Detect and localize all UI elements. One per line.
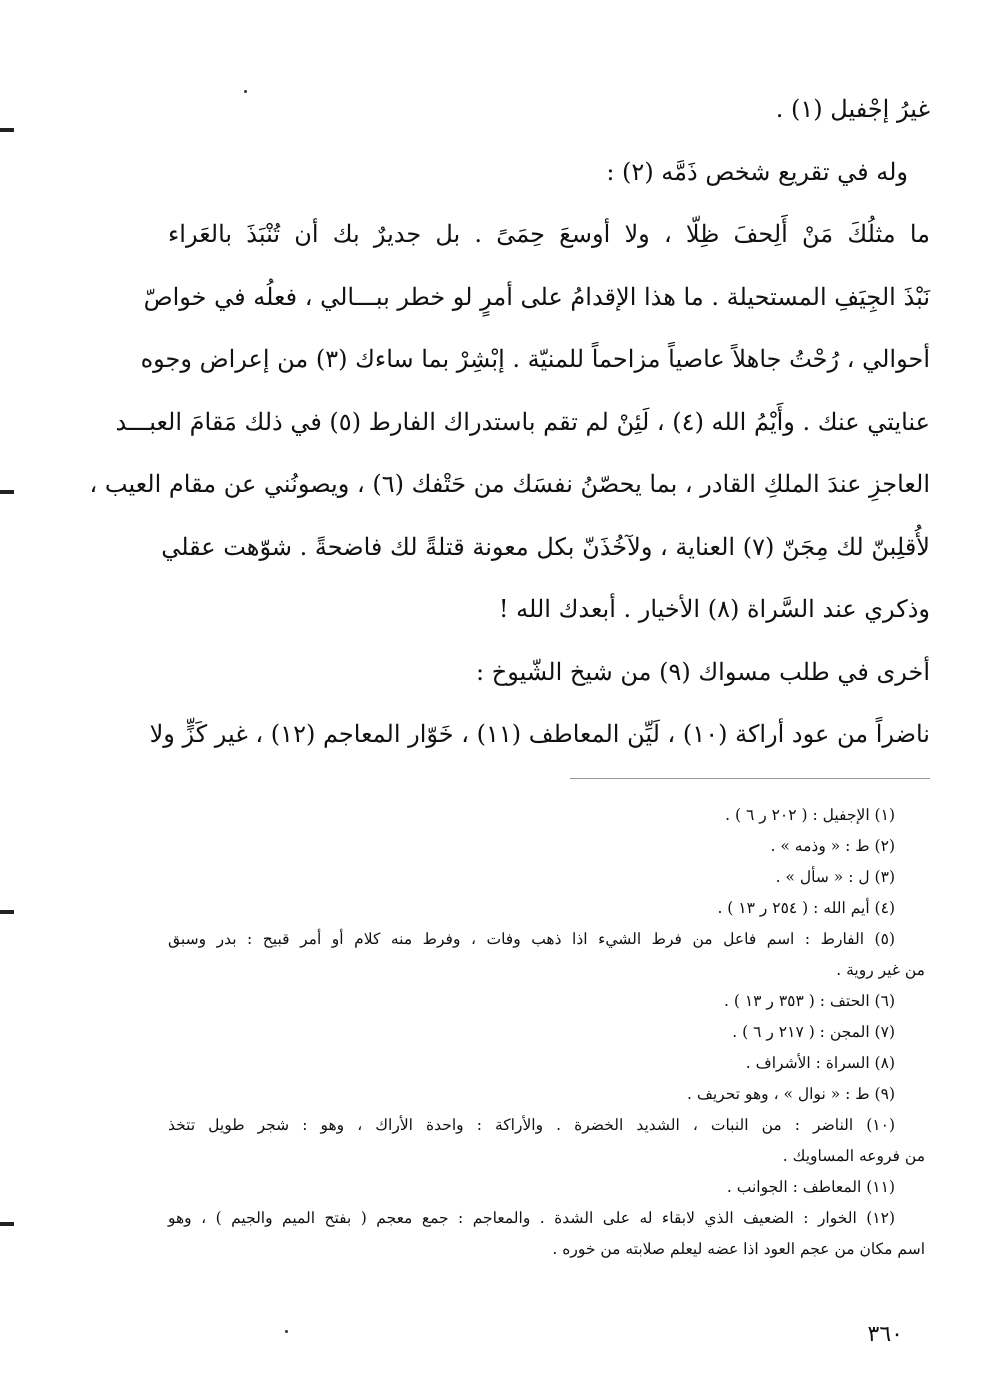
- footnote: (٧) المجن : ( ٢١٧ ر ٦ ) .: [732, 1023, 895, 1041]
- margin-mark: [0, 1222, 14, 1226]
- footnote: (٢) ط : « وذمه » .: [770, 837, 895, 855]
- page-number: ٣٦٠: [867, 1322, 903, 1347]
- section-heading: وله في تقريع شخص ذَمَّه (٢) :: [606, 157, 908, 186]
- footnote: (١٢) الخوار : الضعيف الذي لابقاء له على الشدة . والمعاجم : جمع معجم ( بفتح الميم والجيم ) ، وهو: [168, 1209, 895, 1227]
- margin-mark: [0, 490, 14, 494]
- footnote-divider: [570, 778, 930, 779]
- text-line: ما مثلُكَ مَنْ أَلِحفَ ظِلّا ، ولا أوسعَ حِمَىً . بل جديرٌ بك أن تُنْبَذَ بالعَراء: [168, 220, 930, 248]
- footnote-continuation: من غير روية .: [836, 961, 925, 979]
- footnote: (٣) ل : « سأل » .: [775, 868, 895, 886]
- footnote: (٦) الحتف : ( ٣٥٣ ر ١٣ ) .: [724, 992, 895, 1010]
- footnote: (١١) المعاطف : الجوانب .: [726, 1178, 895, 1196]
- footnote: (١٠) الناضر : من النبات ، الشديد الخضرة . والأراكة : واحدة الأراك ، وهو : شجر طويل تتخذ: [168, 1116, 895, 1134]
- footnotes: [168, 800, 925, 1265]
- text-line: غيرُ إجْفيل (١) .: [775, 95, 930, 123]
- text-line: وذكري عند السَّراة (٨) الأخيار . أبعدك الله !: [498, 595, 930, 623]
- footnote: (١) الإجفيل : ( ٢٠٢ ر ٦ ) .: [725, 806, 895, 824]
- margin-mark: [0, 128, 14, 132]
- section-heading: أخرى في طلب مسواك (٩) من شيخ الشّيوخ :: [476, 657, 930, 686]
- margin-mark: [0, 910, 14, 914]
- footnote: (٥) الفارط : اسم فاعل من فرط الشيء اذا ذهب وفات ، وفرط منه كلام أو أمر قبيح : بدر وسبق: [168, 930, 895, 948]
- footnote-continuation: اسم مكان من عجم العود اذا عضه ليعلم صلابته من خوره .: [552, 1240, 925, 1258]
- footnote-continuation: من فروعه المساويك .: [782, 1147, 925, 1165]
- text-line: ناضراً من عود أراكة (١٠) ، لَيِّن المعاطف (١١) ، خَوّار المعاجم (١٢) ، غير كَزٍّ ولا: [149, 720, 930, 748]
- footnote: (٤) أيم الله : ( ٢٥٤ ر ١٣ ) .: [717, 899, 895, 917]
- text-line: عنايتي عنك . وأَيْمُ الله (٤) ، لَئِنْ لم تقم باستدراك الفارط (٥) في ذلك مَقامَ العبـــد: [115, 407, 930, 436]
- text-line: نَبْذَ الجِيَفِ المستحيلة . ما هذا الإقدامُ على أمرٍ لو خطر ببـــالي ، فعلُه في خواصّ: [143, 282, 930, 311]
- speck: [285, 1330, 288, 1333]
- text-line: أحوالي ، رُحْتُ جاهلاً عاصياً مزاحماً للمنيّة . إبْشِرْ بما ساءك (٣) من إعراض وجوه: [140, 345, 930, 373]
- main-text: [89, 78, 930, 766]
- footnote: (٨) السراة : الأشراف .: [745, 1054, 895, 1072]
- footnote: (٩) ط : « نوال » ، وهو تحريف .: [686, 1085, 895, 1103]
- text-line: لأُقلِبنّ لك مِجَنّ (٧) العناية ، ولآخُذَنّ بكل معونة قتلةً لك فاضحةً . شوّهت عقلي: [161, 532, 930, 561]
- text-line: العاجزِ عندَ الملكِ القادر ، بما يحصّنُ نفسَك من حَتْفك (٦) ، ويصونُني عن مقام العيب ،: [89, 470, 930, 498]
